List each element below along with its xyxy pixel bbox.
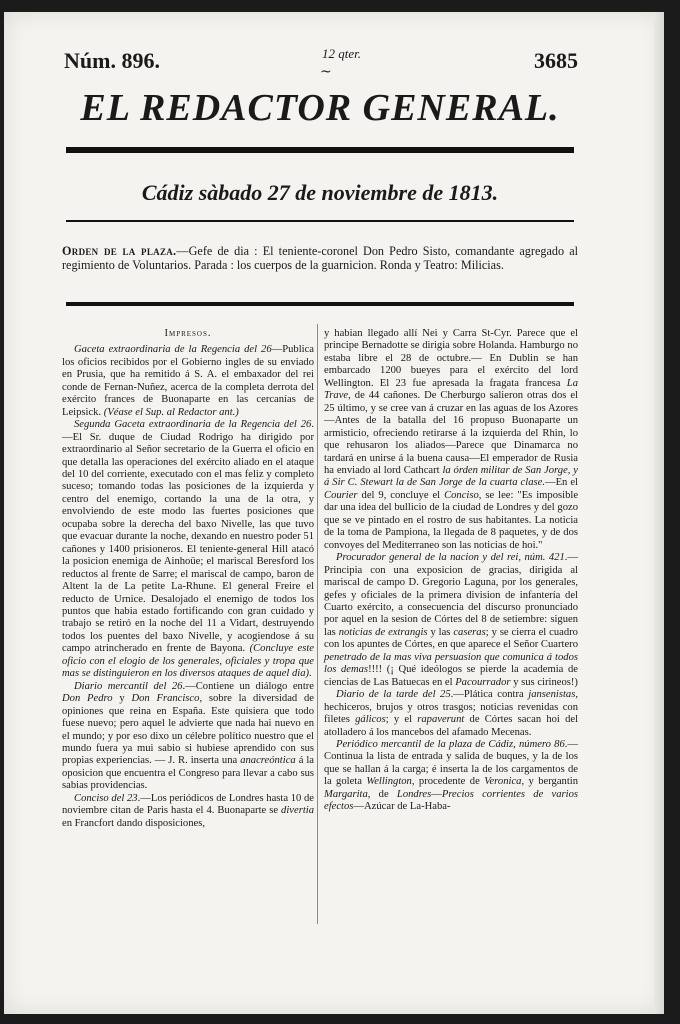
right-column [324,328,578,814]
article-text: , se lee: "Es imposible dar una idea del bullicio de la ciudad de Londres y del gozo que se ve pintado en el rostro de sus habitantes. La noticia de la toma de Pampiona, la llegada de 8 paquetes, y de dos convoyes del Mediterraneo son las noticias de hoi." [324,489,579,551]
article-text: .—Continua la lista de entrada y salida de buques, y la de los que se hallan á la carga; é inserta la de los cargamentos de la goleta [324,738,578,788]
article-word: Precios corrientes de varios efectos [324,788,579,813]
article-word: Pacourrador [455,676,511,688]
section-rule [66,302,574,306]
article-word: anacreóntica [240,755,296,767]
article-word: jansenistas [528,689,576,701]
article-conciso [62,793,314,830]
article-text: !!!! (¡ Qué ideólogos se pierde la academia de ciencias de Las Batuecas en el [324,664,578,688]
article-text: .—Contiene un diálogo entre [182,680,314,692]
article-segunda-gaceta [62,419,314,681]
masthead-title: EL REDACTOR GENERAL. [80,87,560,129]
article-title: Gaceta extraordinaria de la Regencia del 26 [74,344,272,356]
article-gaceta [62,344,314,419]
article-word: Veronica [484,776,522,788]
article-text: —Publica los oficios recibidos por el Gobierno ingles de su enviado en Prusia, que ha remitido á S. A. el embaxador del rei conde de Fernan-Nuñez, acerca de la completa derrota del exército frances de Buonaparte en las cercanías de Leipsick. [62,344,314,418]
article-diario-mercantil [62,681,314,793]
article-word: caseras [453,626,486,638]
article-text: , de 44 cañones. De Cherburgo salieron otras dos el 25 último, y se cree van á cruzar en las aguas de los Azores—Antes de la batalla del 16 propuso Buonaparte un armisticio, ofreciendo retirarse á la izquierda del Rhin, lo que rehusaron los aliados—Parece que Dinamarca no tardará en unirse á la buena causa—El emperador de Rusia ha enviado al lord Cathcart [324,390,578,476]
article-text: —Azúcar de La-Haba- [353,801,451,813]
signature-flourish: ~ [320,64,332,80]
article-word: Margarita [324,788,368,800]
article-text: , y bergantin [521,776,579,788]
article-text: , de [367,788,389,800]
article-note: (Véase el Sup. al Redactor ant.) [103,406,239,418]
article-word: divertia [281,805,314,817]
article-text: .—El Sr. duque de Ciudad Rodrigo ha dirigido por extraordinario al Señor secretario de la Guerra el oficio en que detalla las operaciones del exército aliado en el ataque del 10 del corriente, executado con el mas feliz y completo suceso; tomando todas las posiciones de la izquierda y centro del enemigo, cortando la una de la otra, y envolviendo de este modo las fuertes posiciones que ocupaba sobre la derecha del baxo Nivelle, las que tuvo que evacuar durante la noche, dexando en nuestro poder 51 cañones y 1400 prisioneros. El teniente-general Hill atacó la posicion enemiga de Ainhoüe; el mariscal Beresford los reductos al frente de Sarre; el mariscal de campo, baron de Altent la de La petite La-Rhune. El general Freire el reducto de Urnice. Desalojado el enemigo de todos los puntos que habia estado fortificando con gran cuidado y trabajo se retiró en la noche del 11 a Vidart, destruyendo todos los puentes del baxo Nivelle, y acogiendose á su campo atrincherado en frente de Bayona. [62,419,314,655]
notice-label: Orden de la plaza. [62,244,177,258]
article-text: en Francfort dando disposiciones, [62,817,205,829]
article-text: á la oposicion que encuentra el Congreso para llevar a cabo sus sabias providencias. [62,755,315,792]
article-procurador [324,552,578,689]
article-title: Periódico mercantil de la plaza de Cádiz, número 86 [336,738,565,750]
dateline: Cádiz sàbado 27 de noviembre de 1813. [141,180,499,205]
printer-signature: 12 qter. [322,46,361,61]
dateline-rule [66,220,574,222]
article-word: Londres [396,788,432,800]
article-text: y habian llegado allí Nei y Carra St-Cyr. Parece que el principe Bernadotte se dirigia sobre Holanda. Hamburgo no estaba libre el 28 de octubre.— En Dublin se han embarcado 1200 bueyes para el exército del lord Wellington. El 23 fue apresada la fragata francesa [324,328,578,389]
article-text: ; y se cierra el cuadro con los apuntes de Córtes, en que aparece el Señor Cuartero [324,626,578,651]
article-word: rapaverunt [417,714,465,726]
article-text: y [119,693,125,705]
article-word: Wellington [366,776,412,788]
article-text: —En el [544,477,578,489]
article-title: Conciso del 23 [74,792,138,804]
article-text: ; y el [385,714,413,726]
article-word: la órden militar de San Jorge, y á Sir C. Stewart la de San Jorge de la cuarta clase. [324,464,578,489]
article-word: noticias de extrangis [338,626,428,638]
section-heading: Impresos. [164,328,212,339]
page-number: 3685 [534,48,578,73]
article-word: Conciso [444,489,479,501]
header-row [64,48,578,78]
article-name: Don Francisco [131,693,200,705]
article-title: Procurador general de la nacion y del rei, núm. 421 [336,552,565,564]
article-name: Don Pedro [62,693,113,705]
article-periodico-mercantil [324,739,578,814]
article-text: .—Principia con una exposicion de gracias, dirigida al mariscal de campo D. Gregorio Laguna, por los generales, gefes y oficiales de la primera division de infantería del Cuarto exército, a consecuencia del discurso pronunciado por aquel en la sesion de Córtes del 8 de setiembre: siguen las [324,552,578,638]
article-text: .—Plática contra [450,689,524,701]
article-word: gálicos [355,714,386,726]
article-text: .—Los periódicos de Londres hasta 10 de noviembre citan de Paris hasta el 4. Buonaparte se [62,792,314,817]
article-text: de Córtes sacan hoi del atolladero á los mancebos del afamado Mecenas. [324,714,579,738]
article-word: Courier [324,489,358,501]
page-edge [654,12,664,1014]
article-diario-tarde [324,689,578,739]
issue-number: Núm. 896. [64,48,160,73]
article-title: Diario mercantil del 26 [74,680,183,692]
masthead-rule [66,147,574,153]
article-note: (Concluye este oficio con el elogio de los generales, oficiales y tropa que mas se distinguieron en los diversos ataques de aquel dia). [62,643,315,680]
article-text: del 9, concluye el [361,489,441,501]
article-text: , procedente de [411,776,480,788]
article-text: y las [430,626,451,638]
article-text: , sobre la diversidad de opiniones que reina en España. Este quisiera que todo fuese nuevo; pero aquel le advierte que nada hai nuevo en el mundo; y por eso dixo un célebre político nuestro que el mundo fuera ya mui sabio si hubiese aprendido con sus propias experiencias. — J. R. inserta una [62,693,314,767]
article-text: — [431,788,442,800]
article-word: penetrado de la mas viva persuasion que comunica á todos los demas [324,651,578,676]
left-column [62,328,314,830]
column-divider [317,324,318,924]
article-text: y sus cirineos!) [513,676,578,688]
article-conciso-cont [324,328,578,552]
article-word: La Trave [324,377,578,402]
newspaper-page [4,12,664,1014]
article-text: , hechiceros, brujos y otros trasgos; noticias revenidas con filetes [324,689,578,726]
orden-de-la-plaza [62,244,578,272]
notice-text: —Gefe de dia : El teniente-coronel Don Pedro Sisto, comandante agregado al regimiento de Voluntarios. Parada : los cuerpos de la guarnicion. Ronda y Teatro: Milicias. [62,244,578,273]
article-title: Diario de la tarde del 25 [336,689,451,701]
article-title: Segunda Gaceta extraordinaria de la Regencia del 26 [74,419,312,431]
